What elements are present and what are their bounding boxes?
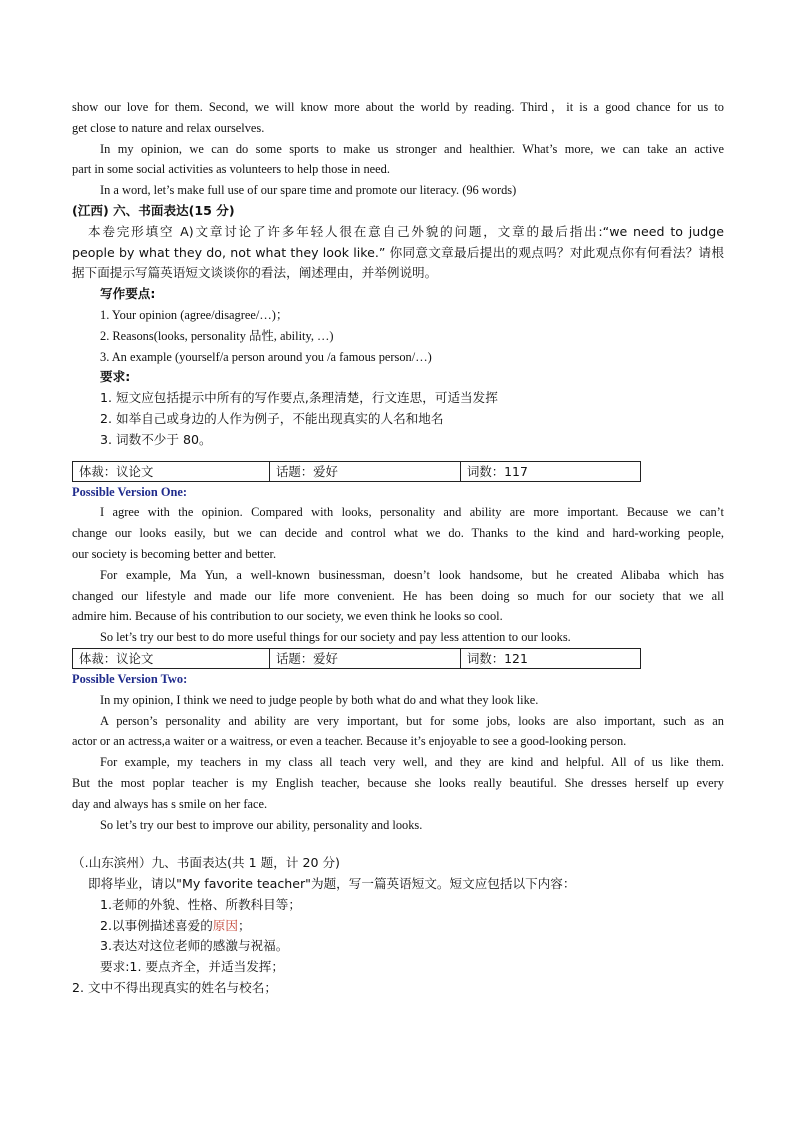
document-page (72, 97, 724, 999)
v1-p2-line1: For example, Ma Yun, a well-known businessman, doesn’t look handsome, but he created Alibaba which has (100, 567, 724, 582)
word-count-cell: 词数：121 (461, 648, 641, 668)
topic-cell: 话题：爱好 (270, 648, 461, 668)
v1-p2-line2: changed our lifestyle and made our life more convenient. He has been doing so much for our society that we all (72, 588, 724, 603)
v2-p4: So let’s try our best to improve our ability, personality and looks. (100, 817, 423, 832)
version-two-title: Possible Version Two: (72, 671, 188, 686)
jiangxi-heading: (江西) 六、书面表达(15 分) (72, 202, 235, 218)
genre-cell: 体裁：议论文 (73, 461, 270, 481)
word-count-cell: 词数：117 (461, 461, 641, 481)
jiangxi-prompt-line1: 本卷完形填空 A)文章讨论了许多年轻人很在意自己外貌的问题，文章的最后指出:“we need to judge (88, 223, 724, 239)
shandong-heading: （.山东滨州）九、书面表达(共 1 题，计 20 分) (72, 855, 340, 871)
shandong-item-1: 1.老师的外貌、性格、所教科目等； (100, 896, 301, 912)
point-3: 3. An example (yourself/a person around you /a famous person/…) (100, 349, 432, 364)
v1-p3: So let’s try our best to do more useful things for our society and pay less attention to our looks. (100, 630, 571, 645)
para2-line1: In my opinion, we can do some sports to make us stronger and healthier. What’s more, we can take an active (100, 141, 724, 156)
req-3: 3. 词数不少于 80。 (100, 431, 212, 447)
para1-line2: get close to nature and relax ourselves. (72, 120, 265, 135)
shandong-intro: 即将毕业，请以"My favorite teacher"为题，写一篇英语短文。短文应包括以下内容： (88, 876, 576, 892)
jiangxi-prompt-line2: people by what they do, not what they look like.” 你同意文章最后提出的观点吗？对此观点你有何看法？请根 (72, 244, 724, 260)
info-table-2 (72, 648, 641, 669)
item2-suffix: ； (237, 917, 251, 933)
version-one-title: Possible Version One: (72, 484, 187, 499)
v1-p2-line3: admire him. Because of his contribution to our society, we even think he looks so cool. (72, 609, 503, 624)
point-2: 2. Reasons(looks, personality 品性, ability, …) (100, 328, 334, 343)
v1-p1-line2: change our looks easily, but we can decide and control what we do. Thanks to the kind and hard-working people, (72, 526, 724, 541)
topic-cell: 话题：爱好 (270, 461, 461, 481)
item2-highlight: 原因 (212, 917, 238, 933)
v2-p2-line2: actor or an actress,a waiter or a waitress, or even a teacher. Because it’s enjoyable to see a good-looking person. (72, 734, 627, 749)
item2-text: 以事例描述喜爱的 (112, 917, 213, 933)
para1-line1: show our love for them. Second, we will know more about the world by reading. Third，it is a good chance for us to (72, 100, 724, 114)
v2-p2-line1: A person’s personality and ability are very important, but for some jobs, looks are also important, such as an (100, 713, 724, 728)
para2-line2: part in some social activities as volunteers to help those in need. (72, 162, 390, 177)
info-table-1 (72, 461, 641, 482)
para3: In a word, let’s make full use of our spare time and promote our literacy. (96 words) (100, 183, 517, 198)
jiangxi-prompt-line3: 据下面提示写篇英语短文谈谈你的看法，阐述理由，并举例说明。 (72, 265, 438, 281)
v2-p3-line2: But the most poplar teacher is my English teacher, because she looks really beautiful. She dresses herself up every (72, 775, 724, 790)
req-title: 要求: (100, 369, 131, 385)
shandong-item-2 (72, 916, 724, 937)
v1-p1-line1: I agree with the opinion. Compared with looks, personality and ability are more important. Because we can’t (100, 505, 724, 520)
req-2: 2. 如举自己或身边的人作为例子，不能出现真实的人名和地名 (100, 410, 444, 426)
v2-p3-line1: For example, my teachers in my class all teach very well, and they are kind and helpful. All of us like them. (100, 755, 724, 770)
point-1: 1. Your opinion (agree/disagree/…)； (100, 307, 289, 322)
genre-cell: 体裁：议论文 (73, 648, 270, 668)
item2-prefix: 2. (100, 917, 113, 933)
v2-p3-line3: day and always has s smile on her face. (72, 796, 268, 811)
shandong-req: 要求:1. 要点齐全，并适当发挥； (100, 959, 284, 975)
req-1: 1. 短文应包括提示中所有的写作要点,条理清楚，行文连思，可适当发挥 (100, 390, 498, 406)
shandong-req-2: 2. 文中不得出现真实的姓名与校名； (72, 980, 277, 996)
v1-p1-line3: our society is becoming better and better. (72, 546, 277, 561)
shandong-item-3: 3.表达对这位老师的感激与祝福。 (100, 938, 289, 954)
v2-p1: In my opinion, I think we need to judge people by both what do and what they look like. (100, 692, 539, 707)
points-title: 写作要点: (100, 286, 156, 302)
